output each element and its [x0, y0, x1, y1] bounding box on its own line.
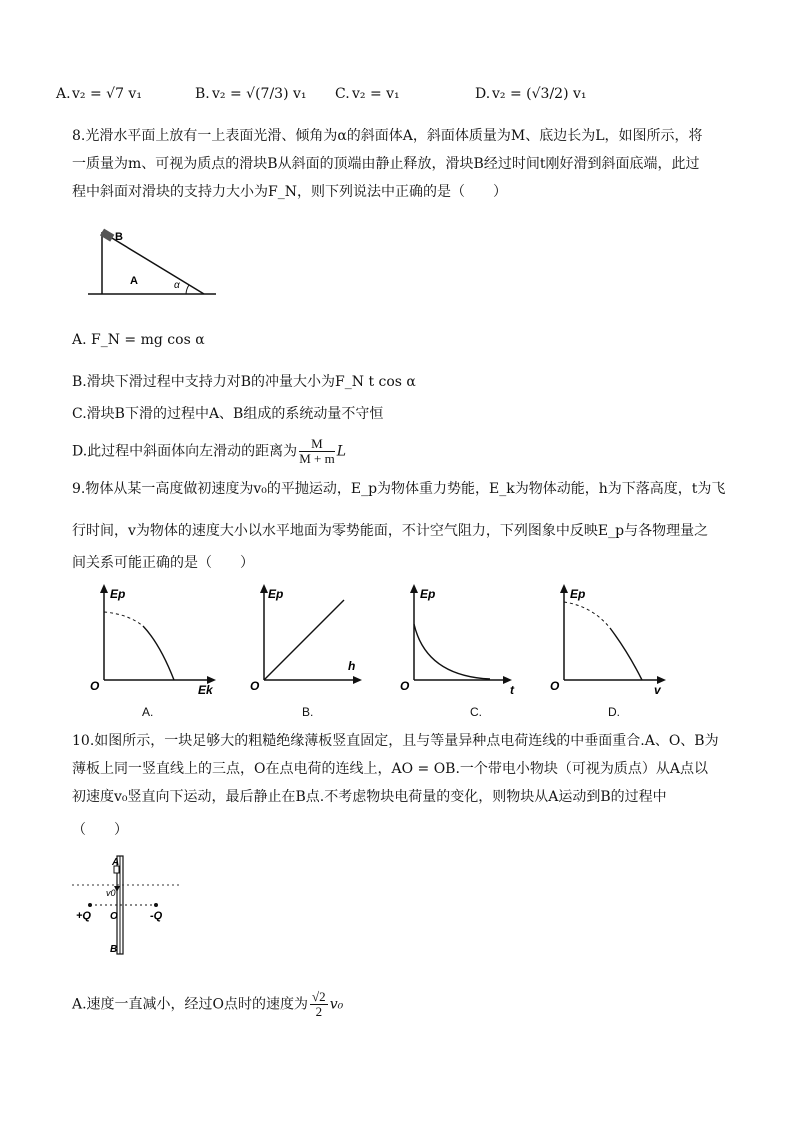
plate-figure — [72, 852, 182, 958]
minus-q-label: -Q — [150, 910, 163, 922]
q7-option-a: v₂ = √7 v₁ — [72, 86, 142, 102]
q8-text-line2: 一质量为m、可视为质点的滑块B从斜面的顶端由静止释放，滑块B经过时间t刚好滑到斜面底端，此过 — [72, 156, 700, 172]
v0-label: v0 — [106, 888, 116, 898]
q8-option-b: B.滑块下滑过程中支持力对B的冲量大小为F_N t cos α — [72, 374, 416, 390]
graph-b-origin: O — [250, 679, 260, 693]
q10-option-a-fraction: $\frac{√2}{2}$ — [312, 989, 326, 1019]
q10-text-line1: 10.如图所示，一块足够大的粗糙绝缘薄板竖直固定，且与等量异种点电荷连线的中垂面重合.A、O、B为 — [72, 733, 719, 749]
q8-option-d-fraction: $\frac{M}{M + m}$ — [299, 436, 335, 466]
angle-label: α — [174, 280, 180, 291]
q9-text-line3: 间关系可能正确的是（ ） — [72, 555, 254, 571]
graph-c-xlabel: t — [510, 683, 514, 696]
graph-a-origin: O — [90, 679, 100, 693]
graph-b-xlabel: h — [348, 659, 356, 673]
q8-text-line1: 8.光滑水平面上放有一上表面光滑、倾角为α的斜面体A，斜面体质量为M、底边长为L，如图所示，将 — [72, 128, 703, 144]
q8-option-d: D.此过程中斜面体向左滑动的距离为 $\frac{M}{M + m}$ L — [72, 436, 346, 466]
q8-text-line3: 程中斜面对滑块的支持力大小为F_N，则下列说法中正确的是（ ） — [72, 184, 507, 200]
q7-option-d: v₂ = (√3/2) v₁ — [492, 86, 587, 102]
q8-option-d-text: D.此过程中斜面体向左滑动的距离为 — [72, 443, 298, 460]
graph-c-caption: C. — [470, 705, 482, 719]
incline-figure — [88, 222, 218, 300]
q8-option-a: A. F_N = mg cos α — [72, 332, 205, 348]
graph-c — [398, 584, 528, 696]
q10-text-line4: （ ） — [72, 822, 128, 838]
plus-charge-dot — [88, 903, 92, 907]
graph-a — [88, 584, 218, 696]
q9-text-line2: 行时间，v为物体的速度大小以水平地面为零势能面，不计空气阻力，下列图象中反映E_p与各物理量之 — [72, 523, 709, 539]
q7-label-c: C. — [335, 86, 350, 102]
graph-b — [248, 584, 378, 696]
graph-c-ylabel: Ep — [420, 587, 436, 601]
incline-a-label: A — [130, 275, 138, 287]
q7-label-b: B. — [195, 86, 210, 102]
graph-d-ylabel: Ep — [570, 587, 586, 601]
graph-d-caption: D. — [608, 705, 620, 719]
q8-option-c: C.滑块B下滑的过程中A、B组成的系统动量不守恒 — [72, 406, 384, 422]
q10-option-a-text: A.速度一直减小，经过O点时的速度为 — [72, 996, 309, 1013]
graph-c-origin: O — [400, 679, 410, 693]
q9-text-line1: 9.物体从某一高度做初速度为v₀的平抛运动，E_p为物体重力势能，E_k为物体动能，h为下落高度，t为飞 — [72, 481, 726, 497]
q10-text-line3: 初速度v₀竖直向下运动，最后静止在B点.不考虑物块电荷量的变化，则物块从A运动到B的过程中 — [72, 789, 667, 805]
graph-a-ylabel: Ep — [110, 587, 126, 601]
minus-charge-dot — [154, 903, 158, 907]
point-a-label: A — [112, 857, 120, 868]
q7-label-a: A. — [56, 86, 71, 102]
graph-d — [548, 584, 678, 696]
q10-option-a: A.速度一直减小，经过O点时的速度为 $\frac{√2}{2}$ v₀ — [72, 989, 344, 1019]
q7-label-d: D. — [475, 86, 491, 102]
point-o-label: O — [110, 911, 118, 922]
graph-d-xlabel: v — [654, 683, 661, 696]
block-b-label: B — [115, 231, 123, 243]
point-b-label: B — [110, 944, 118, 955]
graph-b-ylabel: Ep — [268, 587, 284, 601]
graph-d-origin: O — [550, 679, 560, 693]
q10-text-line2: 薄板上同一竖直线上的三点，O在点电荷的连线上，AO = OB.一个带电小物块（可视为质点）从A点以 — [72, 761, 709, 777]
graph-a-caption: A. — [142, 705, 154, 719]
q7-option-b: v₂ = √(7/3) v₁ — [212, 86, 307, 102]
plus-q-label: +Q — [76, 910, 91, 922]
graph-a-xlabel: Ek — [198, 683, 213, 696]
graph-b-caption: B. — [302, 705, 314, 719]
q7-option-c: v₂ = v₁ — [352, 86, 400, 102]
